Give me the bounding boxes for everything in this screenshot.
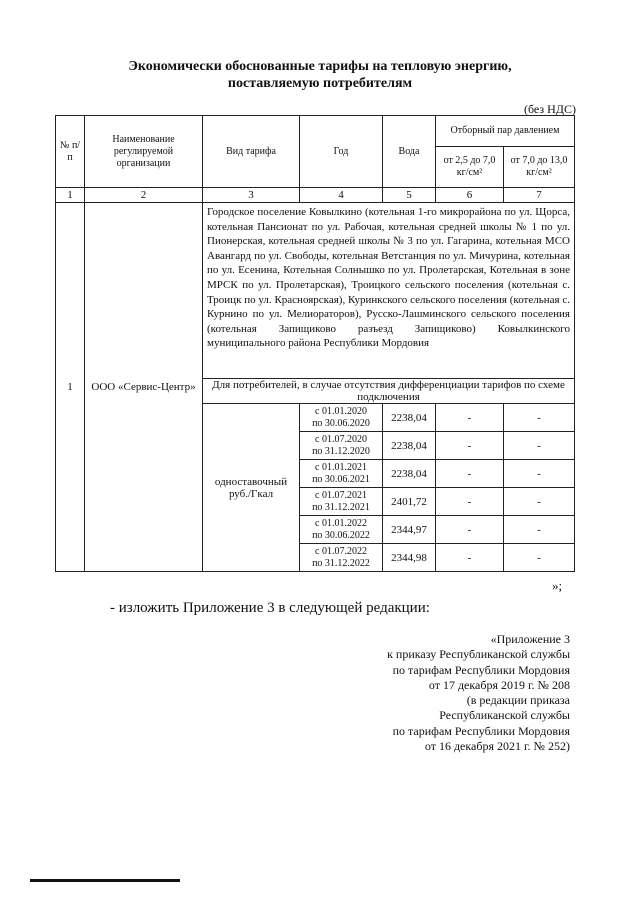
period-to: по 30.06.2022 bbox=[312, 529, 370, 541]
period-cell bbox=[300, 544, 383, 572]
appendix-line: по тарифам Республики Мордовия bbox=[392, 662, 570, 677]
period-cell bbox=[300, 488, 383, 516]
organization-name: ООО «Сервис-Центр» bbox=[85, 203, 203, 572]
header-year: Год bbox=[300, 116, 383, 188]
col-number: 2 bbox=[85, 188, 203, 203]
appendix-line: от 17 декабря 2019 г. № 208 bbox=[428, 677, 570, 692]
period-cell bbox=[300, 460, 383, 488]
col-number: 7 bbox=[504, 188, 575, 203]
period-cell bbox=[300, 404, 383, 432]
header-water: Вода bbox=[383, 116, 436, 188]
steam-high-tariff: - bbox=[504, 488, 575, 516]
period-from: с 01.01.2020 bbox=[315, 405, 367, 417]
steam-low-tariff: - bbox=[436, 544, 504, 572]
footer-rule bbox=[30, 879, 180, 882]
steam-low-tariff: - bbox=[436, 404, 504, 432]
water-tariff: 2344,97 bbox=[383, 516, 436, 544]
col-number: 6 bbox=[436, 188, 504, 203]
water-tariff: 2238,04 bbox=[383, 432, 436, 460]
steam-high-tariff: - bbox=[504, 404, 575, 432]
period-from: с 01.01.2021 bbox=[315, 461, 367, 473]
period-from: с 01.01.2022 bbox=[315, 517, 367, 529]
steam-high-tariff: - bbox=[504, 544, 575, 572]
water-tariff: 2238,04 bbox=[383, 404, 436, 432]
tariff-type-value: одноставочный руб./Гкал bbox=[203, 404, 300, 572]
col-number: 4 bbox=[300, 188, 383, 203]
period-to: по 31.12.2020 bbox=[312, 445, 370, 457]
steam-high-tariff: - bbox=[504, 432, 575, 460]
col-number: 5 bbox=[383, 188, 436, 203]
period-to: по 31.12.2022 bbox=[312, 557, 370, 569]
amendment-instruction: - изложить Приложение 3 в следующей редакции: bbox=[110, 600, 430, 616]
period-cell bbox=[300, 432, 383, 460]
appendix-line: от 16 декабря 2021 г. № 252) bbox=[424, 739, 570, 754]
steam-low-tariff: - bbox=[436, 460, 504, 488]
steam-low-tariff: - bbox=[436, 516, 504, 544]
period-cell bbox=[300, 516, 383, 544]
col-number: 1 bbox=[56, 188, 85, 203]
period-to: по 31.12.2021 bbox=[312, 501, 370, 513]
period-from: с 01.07.2020 bbox=[315, 433, 367, 445]
appendix-line: Республиканской службы bbox=[439, 708, 570, 723]
appendix-line: к приказу Республиканской службы bbox=[387, 647, 570, 662]
appendix-reference bbox=[310, 632, 570, 754]
title-line-1: Экономически обоснованные тарифы на тепловую энергию, bbox=[128, 59, 512, 74]
period-from: с 01.07.2022 bbox=[315, 545, 367, 557]
header-num: № п/п bbox=[56, 116, 85, 188]
closing-mark: »; bbox=[552, 578, 563, 593]
period-to: по 30.06.2020 bbox=[312, 417, 370, 429]
header-tariff-type: Вид тарифа bbox=[203, 116, 300, 188]
consumer-note: Для потребителей, в случае отсутствия дифференциации тарифов по схеме подключения bbox=[203, 379, 575, 404]
tariff-table bbox=[55, 115, 575, 572]
service-area-description: Городское поселение Ковылкино (котельная 1-го микрорайона по ул. Щорса, котельная Пансионат по ул. Рабочая, котельная средней школы № 1 по ул. Пионерская, котельная средней школы № 3 по ул. Гагарина, котельная МСО Авангард по ул. Свободы, котельная Ветстанция по ул. Мичурина, котельная по ул. Есенина, Котельная Солнышко по ул. Пролетарская, Котельная в зоне МРСК по ул. Пролетарская), Троицкого сельского поселения (котельная с. Троицк по ул. Красноярская), Куринкского сельского поселения (котельная с. Курнино по ул. Мелиораторов), Русско-Лашминского сельского поселения (котельная Запищиково разъезд Запищиково) Ковылкинского муниципального района Республики Мордовия bbox=[203, 203, 575, 379]
vat-note: (без НДС) bbox=[523, 102, 576, 116]
steam-low-tariff: - bbox=[436, 432, 504, 460]
col-number: 3 bbox=[203, 188, 300, 203]
document-title bbox=[0, 58, 640, 92]
steam-low-tariff: - bbox=[436, 488, 504, 516]
header-org: Наименование регулируемой организации bbox=[85, 116, 203, 188]
steam-high-tariff: - bbox=[504, 460, 575, 488]
water-tariff: 2344,98 bbox=[383, 544, 436, 572]
period-to: по 30.06.2021 bbox=[312, 473, 370, 485]
header-steam-low: от 2,5 до 7,0 кг/см² bbox=[436, 147, 504, 188]
appendix-line: (в редакции приказа bbox=[466, 693, 570, 708]
water-tariff: 2401,72 bbox=[383, 488, 436, 516]
header-steam: Отборный пар давлением bbox=[436, 116, 575, 147]
water-tariff: 2238,04 bbox=[383, 460, 436, 488]
title-line-2: поставляемую потребителям bbox=[227, 76, 413, 91]
appendix-line: по тарифам Республики Мордовия bbox=[392, 723, 570, 738]
steam-high-tariff: - bbox=[504, 516, 575, 544]
appendix-line: «Приложение 3 bbox=[490, 632, 570, 646]
header-steam-high: от 7,0 до 13,0 кг/см² bbox=[504, 147, 575, 188]
row-number: 1 bbox=[56, 203, 85, 572]
period-from: с 01.07.2021 bbox=[315, 489, 367, 501]
